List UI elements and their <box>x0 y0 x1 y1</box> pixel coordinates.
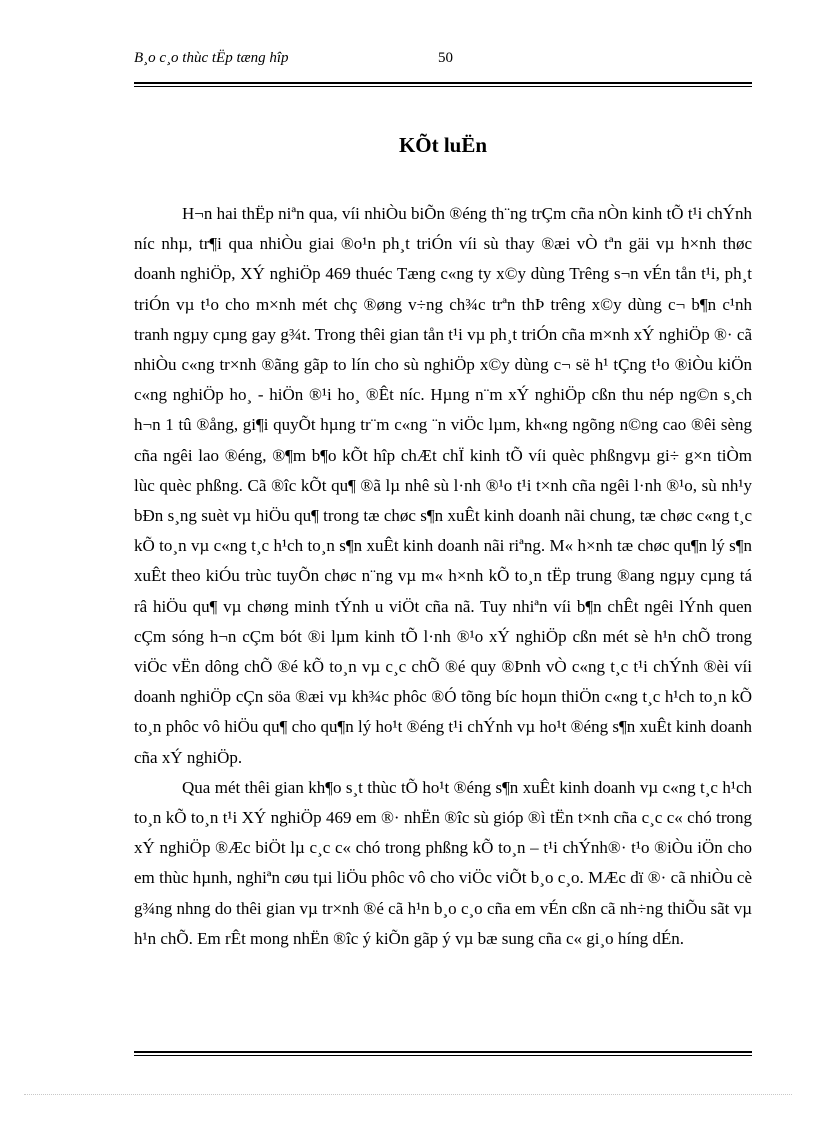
paragraph-2: Qua mét thêi gian kh¶o s¸t thùc tÕ ho¹t ®éng s¶n xuÊt kinh doanh vµ c«ng t¸c h¹ch to¸n kÕ to¸n t¹i XÝ nghiÖp 469 em ®· nhËn ®îc sù gióp ®ì tËn t×nh cña c¸c c« chó trong xÝ nghiÖp ®Æc biÖt lµ c¸c c« chó trong phßng kÕ to¸n – t¹i chÝnh®· t¹o ®iÒu iÖn cho em thùc hµnh, nghiªn cøu tµi liÖu phôc vô cho viÖc viÕt b¸o c¸o. MÆc dï ®· cã nhiÒu cè g¾ng nhng do thêi gian vµ tr×nh ®é cã h¹n b¸o c¸o cña em vÉn cßn cã nh÷ng thiÕu sãt vµ h¹n chÕ. Em rÊt mong nhËn ®îc ý kiÕn gãp ý vµ bæ sung cña c« gi¸o híng dÉn. <box>134 777 752 948</box>
paragraph-1: H¬n hai thËp niªn qua, víi nhiÒu biÕn ®éng th¨ng trÇm cña nÒn kinh tÕ t¹i chÝnh níc nhµ, tr¶i qua nhiÒu giai ®o¹n ph¸t triÓn víi sù thay ®æi vÒ tªn gäi vµ h×nh thøc doanh nghiÖp, XÝ nghiÖp 469 thuéc Tæng c«ng ty x©y dùng Trêng s¬n vÉn tån t¹i, ph¸t triÓn vµ t¹o cho m×nh mét chç ®øng v÷ng ch¾c trªn thÞ trêng x©y dùng c¬ b¶n c¹nh tranh ngµy cµng gay g¾t. Trong thêi gian tån t¹i vµ ph¸t triÓn cña m×nh xÝ nghiÖp ®· cã nhiÒu c«ng tr×nh ®ãng gãp to lín cho sù nghiÖp x©y dùng c¬ së h¹ tÇng t¹o ®iÒu kiÖn c«ng nghiÖp ho¸ - hiÖn ®¹i ho¸ ®Êt níc. Hµng n¨m xÝ nghiÖp cßn thu nép ng©n s¸ch h¬n 1 tû ®ång, gi¶i quyÕt hµng tr¨m c«ng ¨n viÖc lµm, kh«ng ngõng n©ng cao ®êi sèng cña ngêi lao ®éng, ®¶m b¶o kÕt hîp chÆt chÏ kinh tÕ víi quèc phßngvµ gi÷ g×n tiÒm lùc quèc phßng. Cã ®îc kÕt qu¶ ®ã lµ nhê sù l·nh ®¹o t¹i t×nh cña ngêi l·nh ®¹o, sù nh¹y bÐn s¸ng suèt vµ hiÖu qu¶ trong tæ chøc s¶n xuÊt kinh doanh nãi chung, tæ chøc c«ng t¸c kÕ to¸n vµ c«ng t¸c h¹ch to¸n s¶n xuÊt kinh doanh nãi riªng. M« h×nh tæ chøc qu¶n lý s¶n xuÊt theo kiÓu trùc tuyÕn chøc n¨ng vµ m« h×nh kÕ to¸n tËp trung ®ang ngµy cµng tá râ hiÖu qu¶ vµ chøng minh tÝnh u viÖt cña nã. Tuy nhiªn víi b¶n chÊt ngêi lÝnh quen cÇm sóng h¬n cÇm bót ®i lµm kinh tÕ l·nh ®¹o xÝ nghiÖp cßn mét sè h¹n chÕ trong viÖc vËn dông chÕ ®é kÕ to¸n vµ c¸c chÕ ®é quy ®Þnh vÒ c«ng t¸c t¹i chÝnh ®èi víi doanh nghiÖp cÇn söa ®æi vµ kh¾c phôc ®Ó tõng bíc hoµn thiÖn c«ng t¸c h¹ch to¸n kÕ to¸n phôc vô hiÖu qu¶ cho qu¶n lý ho¹t ®éng t¹i chÝnh vµ ho¹t ®éng s¶n xuÊt kinh doanh cña xÝ nghiÖp. <box>134 204 752 767</box>
section-title: KÕt luËn <box>398 133 488 157</box>
header-rule-thick <box>134 82 752 84</box>
body-text <box>134 199 752 954</box>
header-rule-thin <box>134 86 752 87</box>
page-bottom-divider <box>24 1094 792 1095</box>
running-header-title: B¸o c¸o thùc tËp tæng hîp <box>134 50 289 66</box>
page-number: 50 <box>438 50 453 66</box>
footer-rule-thin <box>134 1055 752 1056</box>
footer-rule-thick <box>134 1051 752 1053</box>
